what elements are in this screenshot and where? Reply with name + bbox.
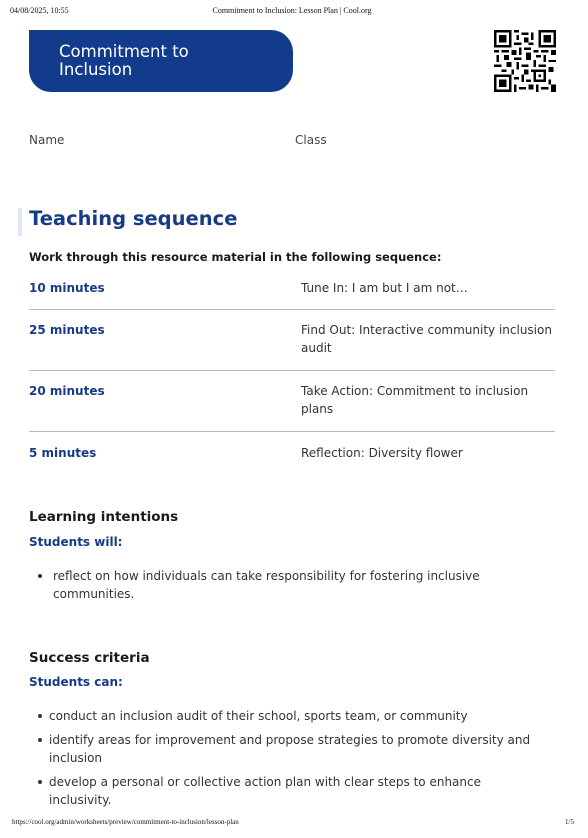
list-item-text: develop a personal or collective action plan with clear steps to enhance inclusivity. (49, 775, 481, 807)
page-number: 1/5 (565, 818, 574, 826)
print-url: https://cool.org/admin/worksheets/preview/commitment-to-inclusion/lesson-plan (12, 818, 239, 826)
sequence-time: 10 minutes (29, 281, 105, 295)
teaching-sequence-intro: Work through this resource material in the following sequence: (29, 250, 442, 264)
title-banner (29, 30, 293, 92)
name-field-label: Name (29, 133, 65, 147)
table-row (29, 432, 555, 472)
learning-intentions-list (29, 567, 499, 609)
sequence-activity: Reflection: Diversity flower (301, 446, 463, 460)
class-field-label: Class (295, 133, 327, 147)
sequence-time: 5 minutes (29, 446, 97, 460)
sequence-activity: Take Action: Commitment to inclusion plans (301, 384, 529, 416)
learning-intentions-subheading: Students will: (29, 535, 123, 549)
list-item (29, 707, 539, 725)
sequence-time: 25 minutes (29, 323, 105, 337)
success-criteria-list (29, 707, 539, 815)
list-item (29, 567, 499, 603)
print-page-title: Commitment to Inclusion: Lesson Plan | Cool.org (212, 6, 372, 15)
list-item-text: reflect on how individuals can take responsibility for fostering inclusive communities. (53, 569, 480, 601)
list-item (29, 773, 539, 809)
qr-code-icon (494, 30, 556, 92)
bullet-dot-icon (38, 714, 42, 718)
list-item-text: identify areas for improvement and propose strategies to promote diversity and inclusion (49, 733, 531, 765)
sequence-time: 20 minutes (29, 384, 105, 398)
list-item-text: conduct an inclusion audit of their school, sports team, or community (49, 709, 468, 723)
print-datetime: 04/08/2025, 10:55 (10, 6, 69, 15)
sequence-activity: Find Out: Interactive community inclusion audit (301, 323, 552, 355)
sequence-table (29, 272, 555, 472)
print-footer (12, 818, 574, 830)
success-criteria-heading: Success criteria (29, 650, 150, 666)
page-title: Commitment to Inclusion (59, 42, 189, 79)
learning-intentions-heading: Learning intentions (29, 509, 179, 525)
table-row (29, 272, 555, 310)
heading-accent-bar (18, 208, 22, 236)
bullet-dot-icon (38, 780, 42, 784)
list-item (29, 731, 539, 767)
table-row (29, 310, 555, 371)
print-header (10, 6, 574, 18)
success-criteria-subheading: Students can: (29, 675, 123, 689)
table-row (29, 371, 555, 432)
bullet-dot-icon (38, 574, 42, 578)
teaching-sequence-heading: Teaching sequence (29, 207, 238, 230)
sequence-activity: Tune In: I am but I am not… (301, 281, 468, 295)
bullet-dot-icon (38, 738, 42, 742)
